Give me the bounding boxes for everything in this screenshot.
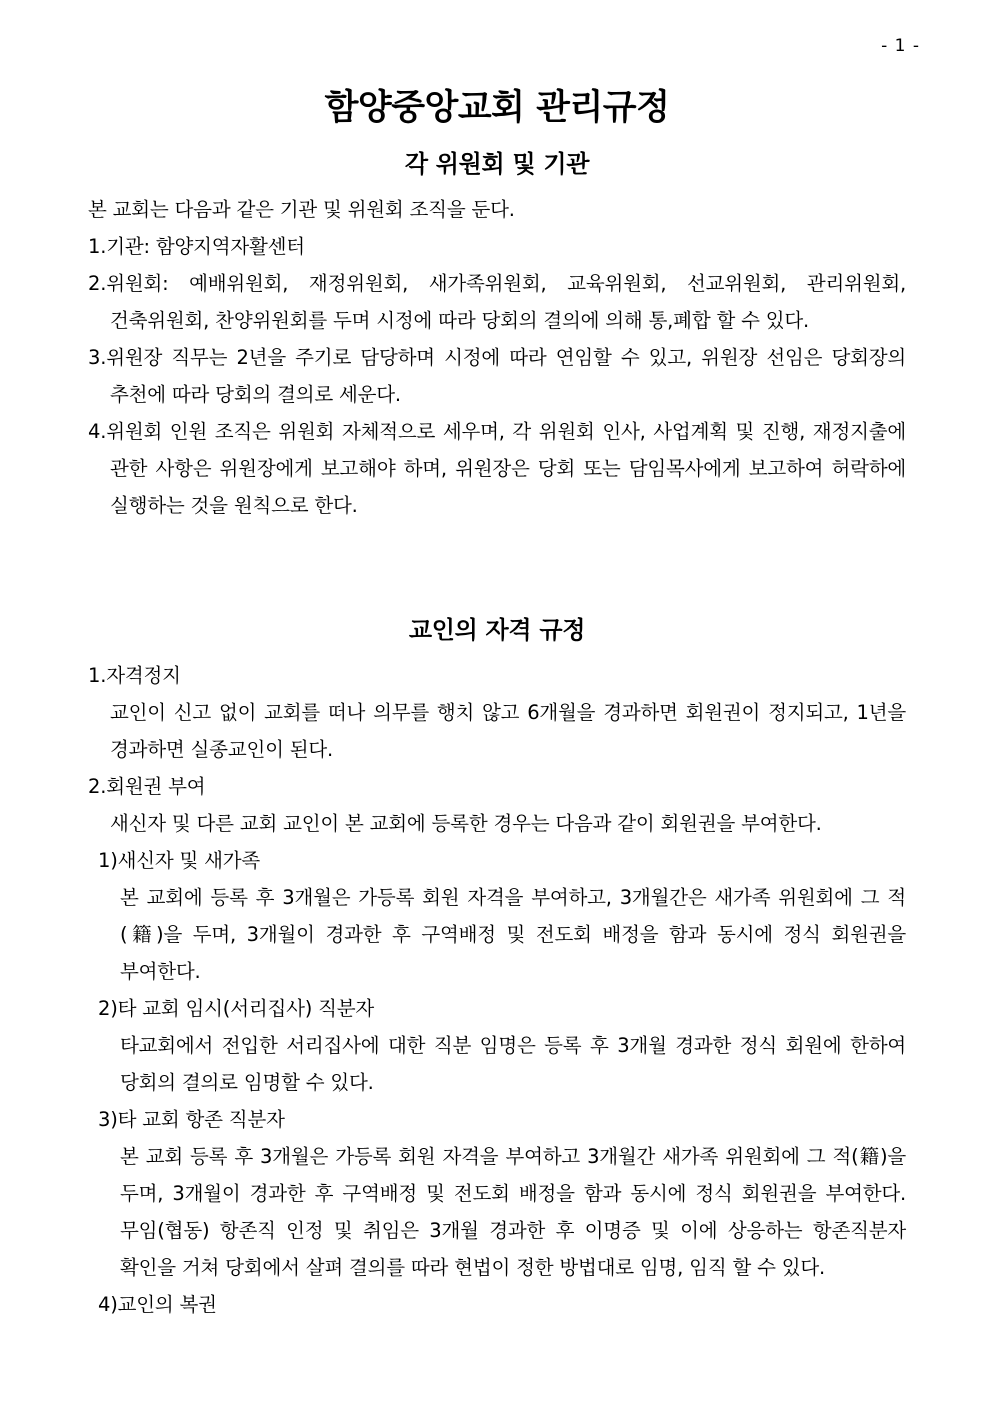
list-item-label: 2.회원권 부여 [88,774,206,798]
list-item: 4.위원회 인원 조직은 위원회 자체적으로 세우며, 각 위원회 인사, 사업계획 및 진행, 재정지출에 관한 사항은 위원장에게 보고해야 하며, 위원장은 당회 또는 담임목사에게 보고하여 허락하에 실행하는 것을 원칙으로 한다. [88,420,906,518]
list-item-body: 새신자 및 다른 교회 교인이 본 교회에 등록한 경우는 다음과 같이 회원권을 부여한다. [110,811,822,835]
sub-list-item-label: 2)타 교회 임시(서리집사) 직분자 [98,996,375,1020]
document-title: 함양중앙교회 관리규정 [324,88,670,128]
sub-list-item-label: 1)새신자 및 새가족 [98,848,261,872]
sub-list-item-label: 4)교인의 복권 [98,1292,217,1316]
section-heading-membership: 교인의 자격 규정 [408,616,586,645]
section-heading-committees: 각 위원회 및 기관 [404,150,590,179]
section-intro-text: 본 교회는 다음과 같은 기관 및 위원회 조직을 둔다. [88,198,515,222]
sub-list-item-body: 본 교회에 등록 후 3개월은 가등록 회원 자격을 부여하고, 3개월간은 새가족 위원회에 그 적(籍)을 두며, 3개월이 경과한 후 구역배정 및 전도회 배정을 함과 동시에 정식 회원권을 부여한다. [120,885,906,983]
sub-list-item-body: 타교회에서 전입한 서리집사에 대한 직분 임명은 등록 후 3개월 경과한 정식 회원에 한하여 당회의 결의로 임명할 수 있다. [120,1033,906,1094]
section-body-committees [88,191,906,524]
list-item: 3.위원장 직무는 2년을 주기로 담당하며 시정에 따라 연임할 수 있고, 위원장 선임은 당회장의 추천에 따라 당회의 결의로 세운다. [88,346,906,407]
list-item: 1.기관: 함양지역자활센터 [88,235,305,259]
sub-list-item-body: 본 교회 등록 후 3개월은 가등록 회원 자격을 부여하고 3개월간 새가족 위원회에 그 적(籍)을 두며, 3개월이 경과한 후 구역배정 및 전도회 배정을 함과 동시에 정식 회원권을 부여한다. 무임(협동) 항존직 인정 및 취임은 3개월 경과한 후 이명증 및 이에 상응하는 항존직분자 확인을 거쳐 당회에서 살펴 결의를 따라 현법이 정한 방법대로 임명, 임직 할 수 있다. [120,1144,906,1279]
document-content [88,0,906,1323]
sub-list-item-label: 3)타 교회 항존 직분자 [98,1107,285,1131]
page-number: - 1 - [881,36,920,56]
list-item-body: 교인이 신고 없이 교회를 떠나 의무를 행치 않고 6개월을 경과하면 회원권이 정지되고, 1년을 경과하면 실종교인이 된다. [110,700,906,761]
list-item: 2.위원회: 예배위원회, 재정위원회, 새가족위원회, 교육위원회, 선교위원회, 관리위원회, 건축위원회, 찬양위원회를 두며 시정에 따라 당회의 결의에 의해 통,폐합 할 수 있다. [88,272,906,333]
list-item-label: 1.자격정지 [88,663,181,687]
section-body-membership [88,657,906,1323]
